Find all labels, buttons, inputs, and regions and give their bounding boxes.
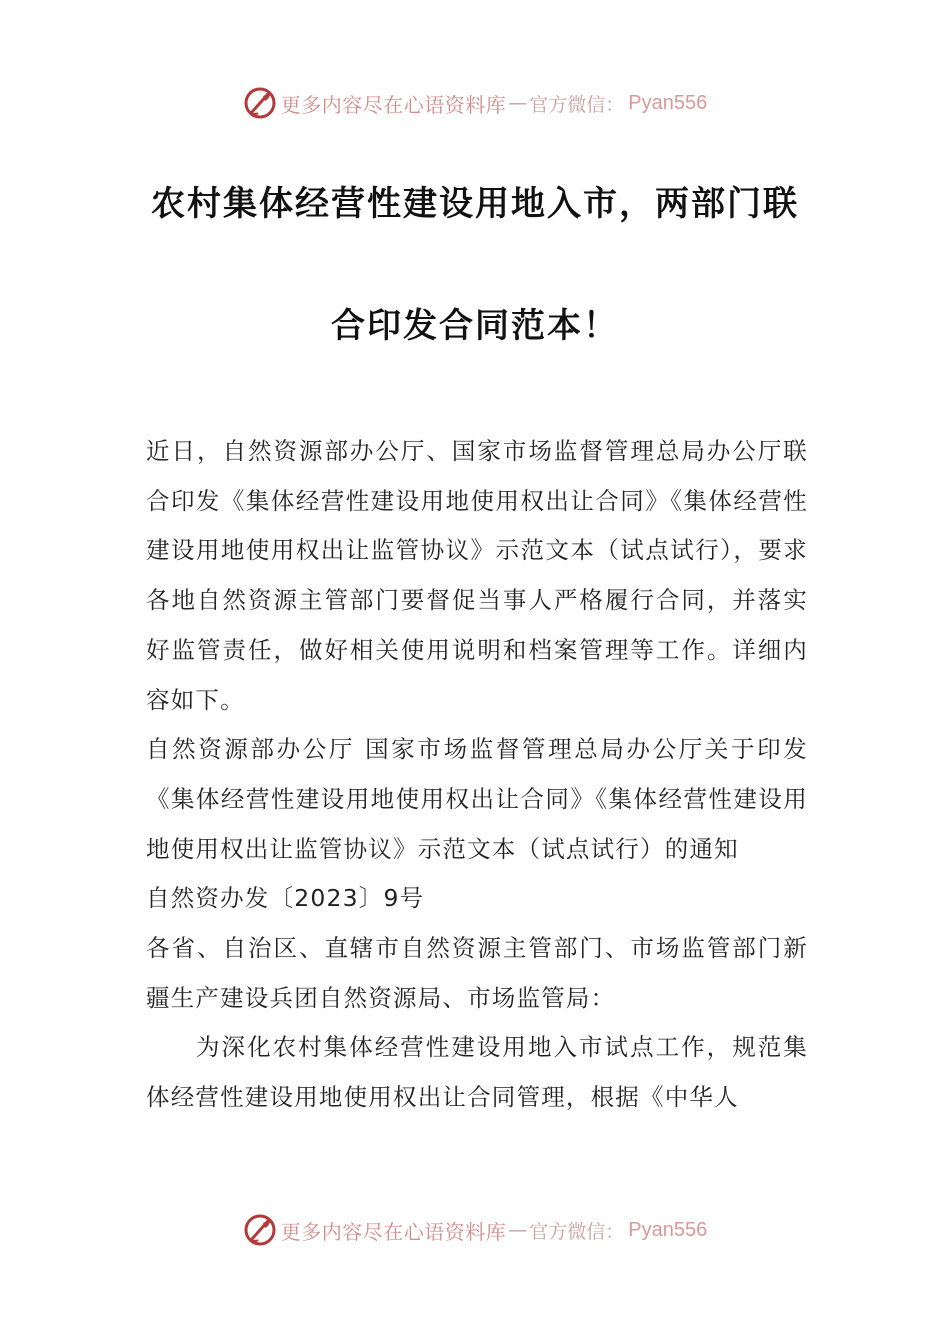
- document-title-line-1: 农村集体经营性建设用地入市，两部门联: [151, 184, 799, 224]
- watermark-wechat-id: Pyan556: [628, 1218, 708, 1241]
- document-body: [146, 427, 808, 1123]
- watermark-label: 官方微信：: [529, 1220, 625, 1243]
- paragraph-recipients: 各省、自治区、直辖市自然资源主管部门、市场监管部门新疆生产建设兵团自然资源局、市场监管局：: [146, 934, 808, 1012]
- paragraph-intro: 近日，自然资源部办公厅、国家市场监督管理总局办公厅联合印发《集体经营性建设用地使用权出让合同》《集体经营性建设用地使用权出让监管协议》示范文本（试点试行），要求各地自然资源主管部门要督促当事人严格履行合同，并落实好监管责任，做好相关使用说明和档案管理等工作。详细内容如下。: [146, 437, 808, 714]
- watermark-wechat-id: Pyan556: [628, 91, 708, 114]
- watermark-text: 更多内容尽在心语资料库: [280, 1219, 507, 1244]
- watermark-separator: —: [508, 1219, 528, 1241]
- header-watermark: [0, 83, 950, 123]
- watermark-label: 官方微信：: [529, 93, 625, 116]
- paragraph-notice-title: 自然资源部办公厅 国家市场监督管理总局办公厅关于印发《集体经营性建设用地使用权出让合同》《集体经营性建设用地使用权出让监管协议》示范文本（试点试行）的通知: [146, 735, 808, 863]
- watermark-separator: —: [508, 92, 528, 114]
- quill-pen-logo-icon: [243, 86, 277, 120]
- paragraph-main: 为深化农村集体经营性建设用地入市试点工作，规范集体经营性建设用地使用权出让合同管理，根据《中华人: [146, 1033, 808, 1112]
- watermark-text: 更多内容尽在心语资料库: [280, 92, 507, 117]
- quill-pen-logo-icon: [243, 1213, 277, 1247]
- footer-watermark: [0, 1210, 950, 1250]
- paragraph-doc-number: 自然资办发〔2023〕9号: [146, 884, 425, 913]
- document-title-line-2: 合印发合同范本！: [331, 306, 619, 346]
